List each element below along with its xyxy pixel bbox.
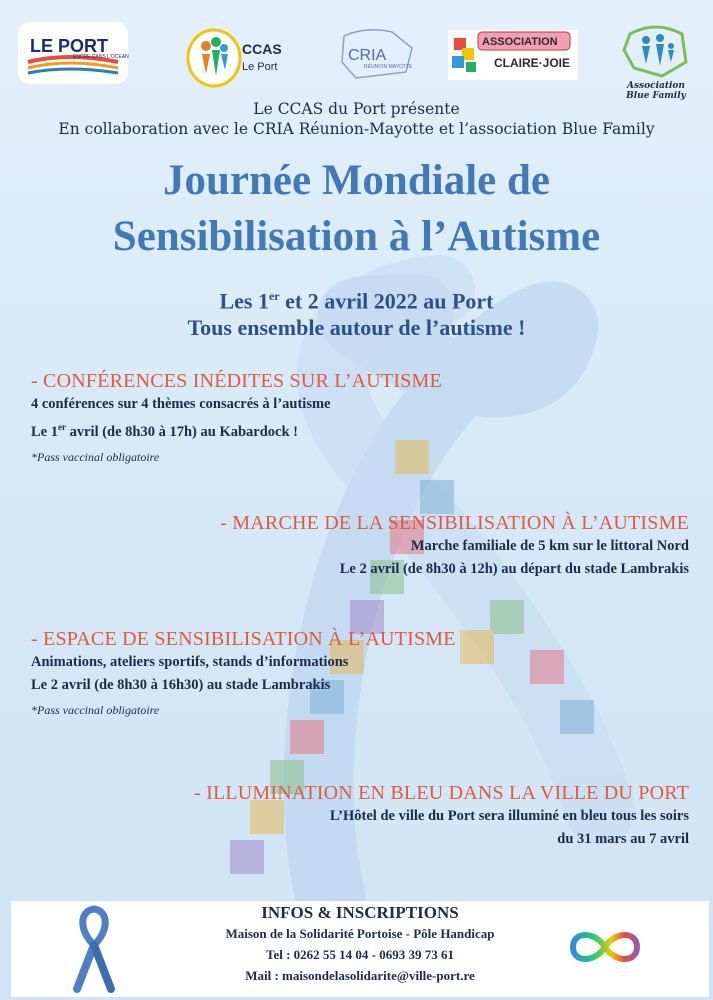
section-espace-note: *Pass vaccinal obligatoire [31,703,160,717]
blue-family-logo-line2: Blue Family [626,91,686,101]
section-conferences-line2 [31,416,442,444]
intro [0,99,713,139]
conf-line2-post: avril (de 8h30 à 17h) au Kabardock ! [65,423,298,440]
claire-joie-logo-line1: ASSOCIATION [482,36,558,48]
section-conferences-title: - CONFÉRENCES INÉDITES SUR L’AUTISME [31,370,442,392]
section-marche [220,512,689,581]
dates-sup: er [268,289,280,303]
section-conferences-line1: 4 conférences sur 4 thèmes consacrés à l’autisme [31,396,331,412]
conf-line2-pre: Le 1 [31,423,58,440]
footer-line1: Maison de la Solidarité Portoise - Pôle Handicap [225,926,495,941]
section-espace-line1: Animations, ateliers sportifs, stands d’informations [31,654,349,670]
footer-line2: Tel : 0262 55 14 04 - 0693 39 73 61 [265,947,455,962]
dates-pre: Les 1 [219,288,269,314]
section-illumination-line2: du 31 mars au 7 avril [557,831,689,847]
section-conferences [31,370,442,465]
footer-infos [11,901,709,997]
blue-family-logo-line1: Association [627,81,685,91]
section-espace [31,628,456,718]
dates-line2: Tous ensemble autour de l’autisme ! [187,315,526,341]
partner-logos [18,22,698,102]
page-title [0,153,713,265]
ccas-logo-line2: Le Port [242,61,278,73]
section-illumination [194,782,689,851]
dates-line1 [0,283,713,314]
section-marche-line2: Le 2 avril (de 8h30 à 12h) au départ du stade Lambrakis [339,561,689,577]
section-conferences-note: *Pass vaccinal obligatoire [31,449,160,464]
ccas-logo [184,26,282,90]
le-port-tagline: ENCRE DANS L'OCEAN [73,54,129,60]
footer-title: INFOS & INSCRIPTIONS [261,903,459,922]
section-espace-title: - ESPACE DE SENSIBILISATION À L’AUTISME [31,628,456,650]
claire-joie-logo-line2: CLAIRE·JOIE [494,56,571,70]
cria-logo [336,26,418,84]
section-espace-line2: Le 2 avril (de 8h30 à 16h30) au stade Lambrakis [31,677,331,693]
le-port-logo-text: LE PORT [30,36,109,56]
infinity-icon [567,927,643,967]
intro-line2: En collaboration avec le CRIA Réunion-Mayotte et l’association Blue Family [58,120,655,138]
section-marche-title: - MARCHE DE LA SENSIBILISATION À L’AUTISME [220,512,689,534]
ccas-logo-line1: CCAS [242,41,282,57]
blue-family-logo [616,22,696,102]
intro-line1: Le CCAS du Port présente [253,100,460,118]
footer-line3: Mail : maisondelasolidarite@ville-port.re [245,968,475,983]
section-illumination-line1: L’Hôtel de ville du Port sera illuminé en bleu tous les soirs [329,808,689,824]
le-port-logo [18,22,128,84]
dates-post: et 2 avril 2022 au Port [279,288,494,314]
conf-line2-sup: er [57,422,66,432]
cria-logo-text: CRIA [348,47,387,64]
event-dates [0,283,713,341]
cria-logo-sub: RÉUNION MAYOTTE [364,64,413,70]
title-line1: Journée Mondiale de [163,157,550,204]
section-marche-line1: Marche familiale de 5 km sur le littoral Nord [410,538,689,554]
title-line2: Sensibilisation à l’Autisme [112,213,601,260]
claire-joie-logo [448,30,578,80]
section-illumination-title: - ILLUMINATION EN BLEU DANS LA VILLE DU PORT [194,782,689,804]
